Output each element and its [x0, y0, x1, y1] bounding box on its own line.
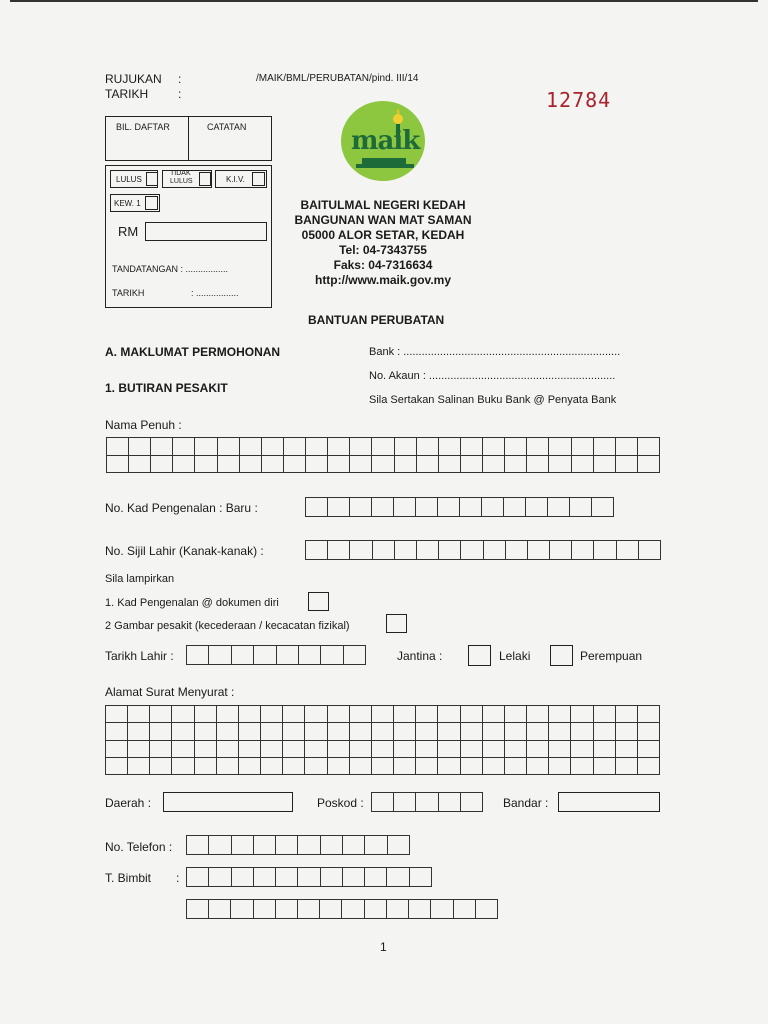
char-cell[interactable]	[454, 900, 476, 919]
char-cell[interactable]	[572, 438, 594, 456]
char-cell[interactable]	[128, 706, 150, 723]
char-cell[interactable]	[394, 793, 416, 812]
org-address: 05000 ALOR SETAR, KEDAH	[301, 228, 465, 242]
char-cell[interactable]	[438, 723, 460, 740]
char-cell[interactable]	[571, 706, 593, 723]
poskod-label: Poskod :	[317, 796, 364, 810]
char-cell[interactable]	[505, 758, 527, 775]
nama-penuh-label: Nama Penuh :	[105, 418, 182, 432]
bimbit-label: T. Bimbit	[105, 871, 152, 885]
char-cell[interactable]	[594, 541, 616, 560]
rm-amount-field[interactable]	[145, 222, 267, 241]
char-cell[interactable]	[417, 541, 439, 560]
char-cell[interactable]	[550, 541, 572, 560]
char-cell[interactable]	[342, 900, 364, 919]
char-cell[interactable]	[344, 646, 366, 665]
char-cell[interactable]	[638, 723, 660, 740]
tarikh-colon: :	[178, 87, 182, 101]
char-cell[interactable]	[209, 646, 231, 665]
char-cell[interactable]	[328, 723, 350, 740]
kiv-label: K.I.V.	[226, 175, 245, 184]
char-cell[interactable]	[284, 438, 306, 456]
char-cell[interactable]	[461, 793, 483, 812]
char-cell[interactable]	[262, 438, 284, 456]
char-cell[interactable]	[527, 438, 549, 456]
char-cell[interactable]	[616, 741, 638, 758]
char-cell[interactable]	[172, 723, 194, 740]
kew-checkbox[interactable]	[145, 196, 158, 210]
char-cell[interactable]	[239, 706, 261, 723]
bandar-label: Bandar :	[503, 796, 549, 810]
char-cell[interactable]	[416, 723, 438, 740]
daerah-field[interactable]	[163, 792, 293, 812]
char-cell[interactable]	[254, 868, 276, 887]
char-cell[interactable]	[570, 498, 592, 517]
kad-pengenalan-grid[interactable]	[305, 497, 614, 517]
char-cell[interactable]	[209, 900, 231, 919]
sijil-lahir-grid[interactable]	[305, 540, 661, 560]
char-cell[interactable]	[107, 456, 129, 474]
char-cell[interactable]	[417, 456, 439, 474]
char-cell[interactable]	[461, 758, 483, 775]
char-cell[interactable]	[276, 900, 298, 919]
char-cell[interactable]	[262, 456, 284, 474]
char-cell[interactable]	[150, 706, 172, 723]
page-top-edge	[10, 0, 758, 2]
alamat-grid[interactable]	[105, 705, 660, 775]
char-cell[interactable]	[439, 456, 461, 474]
char-cell[interactable]	[195, 706, 217, 723]
char-cell[interactable]	[394, 498, 416, 517]
char-cell[interactable]	[594, 456, 616, 474]
char-cell[interactable]	[299, 646, 321, 665]
sijil-lahir-label: No. Sijil Lahir (Kanak-kanak) :	[105, 544, 264, 558]
char-cell[interactable]	[594, 706, 616, 723]
char-cell[interactable]	[195, 758, 217, 775]
char-cell[interactable]	[261, 741, 283, 758]
poskod-grid[interactable]	[371, 792, 483, 812]
org-building: BANGUNAN WAN MAT SAMAN	[294, 213, 472, 227]
char-cell[interactable]	[305, 723, 327, 740]
lampiran-1-checkbox[interactable]	[308, 592, 329, 611]
char-cell[interactable]	[195, 741, 217, 758]
char-cell[interactable]	[594, 723, 616, 740]
char-cell[interactable]	[527, 723, 549, 740]
char-cell[interactable]	[483, 456, 505, 474]
tidak-label: TIDAK	[170, 170, 191, 177]
char-cell[interactable]	[483, 741, 505, 758]
org-tel: Tel: 04-7343755	[339, 243, 427, 257]
bandar-field[interactable]	[558, 792, 660, 812]
catatan-label: CATATAN	[207, 122, 247, 132]
jantina-label: Jantina :	[397, 649, 443, 663]
reference-number: /MAIK/BML/PERUBATAN/pind. III/14	[256, 73, 419, 84]
char-cell[interactable]	[276, 836, 298, 855]
char-cell[interactable]	[350, 723, 372, 740]
section-1-heading: 1. BUTIRAN PESAKIT	[105, 381, 228, 395]
serial-number: 12784	[546, 88, 612, 112]
char-cell[interactable]	[616, 723, 638, 740]
char-cell[interactable]	[594, 758, 616, 775]
char-cell[interactable]	[439, 541, 461, 560]
char-cell[interactable]	[417, 438, 439, 456]
tarikh-lahir-grid[interactable]	[186, 645, 366, 665]
char-cell[interactable]	[594, 741, 616, 758]
alamat-label: Alamat Surat Menyurat :	[105, 685, 235, 699]
char-cell[interactable]	[549, 456, 571, 474]
form-title: BANTUAN PERUBATAN	[308, 313, 445, 327]
char-cell[interactable]	[232, 646, 254, 665]
tandatangan-label: TANDATANGAN : .................	[112, 264, 229, 274]
char-cell[interactable]	[151, 438, 173, 456]
char-cell[interactable]	[343, 868, 365, 887]
bank-note: Sila Sertakan Salinan Buku Bank @ Penyata Bank	[369, 394, 617, 406]
char-cell[interactable]	[350, 456, 372, 474]
char-cell[interactable]	[106, 758, 128, 775]
char-cell[interactable]	[217, 758, 239, 775]
char-cell[interactable]	[505, 438, 527, 456]
char-cell[interactable]	[350, 541, 372, 560]
char-cell[interactable]	[372, 498, 394, 517]
char-cell[interactable]	[218, 456, 240, 474]
lampiran-2-label: 2 Gambar pesakit (kecederaan / kecacatan fizikal)	[105, 620, 350, 632]
char-cell[interactable]	[638, 741, 660, 758]
char-cell[interactable]	[394, 758, 416, 775]
char-cell[interactable]	[461, 438, 483, 456]
char-cell[interactable]	[505, 741, 527, 758]
char-cell[interactable]	[328, 741, 350, 758]
char-cell[interactable]	[276, 868, 298, 887]
char-cell[interactable]	[232, 836, 254, 855]
char-cell[interactable]	[350, 741, 372, 758]
char-cell[interactable]	[416, 793, 438, 812]
kew-label: KEW. 1	[114, 199, 141, 208]
char-cell[interactable]	[388, 836, 410, 855]
char-cell[interactable]	[306, 498, 328, 517]
char-cell[interactable]	[328, 706, 350, 723]
lulus-label: LULUS	[116, 175, 142, 184]
char-cell[interactable]	[438, 741, 460, 758]
bimbit-grid-1[interactable]	[186, 867, 432, 887]
char-cell[interactable]	[173, 438, 195, 456]
char-cell[interactable]	[372, 793, 394, 812]
bil-daftar-label: BIL. DAFTAR	[116, 122, 170, 132]
bimbit-grid-2[interactable]	[186, 899, 498, 919]
char-cell[interactable]	[195, 456, 217, 474]
char-cell[interactable]	[372, 723, 394, 740]
char-cell[interactable]	[394, 741, 416, 758]
char-cell[interactable]	[365, 836, 387, 855]
char-cell[interactable]	[387, 868, 409, 887]
char-cell[interactable]	[572, 456, 594, 474]
char-cell[interactable]	[438, 758, 460, 775]
char-cell[interactable]	[461, 741, 483, 758]
char-cell[interactable]	[277, 646, 299, 665]
char-cell[interactable]	[232, 868, 254, 887]
char-cell[interactable]	[217, 741, 239, 758]
char-cell[interactable]	[106, 723, 128, 740]
lampiran-1-label: 1. Kad Pengenalan @ dokumen diri	[105, 597, 279, 609]
kiv-checkbox[interactable]	[252, 172, 265, 186]
tidak-lulus-label: LULUS	[170, 178, 193, 185]
char-cell[interactable]	[616, 758, 638, 775]
char-cell[interactable]	[483, 438, 505, 456]
char-cell[interactable]	[321, 836, 343, 855]
tidak-lulus-checkbox[interactable]	[199, 172, 211, 186]
char-cell[interactable]	[328, 758, 350, 775]
char-cell[interactable]	[305, 758, 327, 775]
char-cell[interactable]	[209, 868, 231, 887]
char-cell[interactable]	[151, 456, 173, 474]
char-cell[interactable]	[639, 541, 661, 560]
char-cell[interactable]	[128, 741, 150, 758]
char-cell[interactable]	[482, 498, 504, 517]
char-cell[interactable]	[526, 498, 548, 517]
char-cell[interactable]	[305, 706, 327, 723]
char-cell[interactable]	[195, 438, 217, 456]
char-cell[interactable]	[394, 723, 416, 740]
perempuan-label: Perempuan	[580, 649, 643, 663]
char-cell[interactable]	[594, 438, 616, 456]
char-cell[interactable]	[306, 456, 328, 474]
char-cell[interactable]	[638, 758, 660, 775]
office-tarikh-label: TARIKH	[112, 288, 145, 298]
char-cell[interactable]	[483, 706, 505, 723]
char-cell[interactable]	[461, 706, 483, 723]
section-a-heading: A. MAKLUMAT PERMOHONAN	[105, 345, 281, 359]
char-cell[interactable]	[298, 868, 320, 887]
char-cell[interactable]	[505, 456, 527, 474]
char-cell[interactable]	[638, 706, 660, 723]
lelaki-checkbox[interactable]	[468, 645, 491, 666]
char-cell[interactable]	[150, 741, 172, 758]
char-cell[interactable]	[306, 438, 328, 456]
char-cell[interactable]	[483, 723, 505, 740]
char-cell[interactable]	[328, 541, 350, 560]
char-cell[interactable]	[239, 723, 261, 740]
char-cell[interactable]	[150, 758, 172, 775]
char-cell[interactable]	[128, 723, 150, 740]
char-cell[interactable]	[439, 793, 461, 812]
char-cell[interactable]	[505, 706, 527, 723]
char-cell[interactable]	[548, 498, 570, 517]
lelaki-label: Lelaki	[499, 649, 531, 663]
char-cell[interactable]	[129, 438, 151, 456]
char-cell[interactable]	[106, 706, 128, 723]
char-cell[interactable]	[549, 758, 571, 775]
char-cell[interactable]	[283, 706, 305, 723]
char-cell[interactable]	[129, 456, 151, 474]
char-cell[interactable]	[372, 438, 394, 456]
char-cell[interactable]	[483, 758, 505, 775]
char-cell[interactable]	[571, 723, 593, 740]
char-cell[interactable]	[506, 541, 528, 560]
char-cell[interactable]	[617, 541, 639, 560]
char-cell[interactable]	[107, 438, 129, 456]
char-cell[interactable]	[638, 438, 660, 456]
char-cell[interactable]	[416, 498, 438, 517]
char-cell[interactable]	[616, 438, 638, 456]
char-cell[interactable]	[298, 900, 320, 919]
char-cell[interactable]	[106, 741, 128, 758]
char-cell[interactable]	[217, 706, 239, 723]
char-cell[interactable]	[438, 706, 460, 723]
char-cell[interactable]	[461, 541, 483, 560]
lulus-checkbox[interactable]	[146, 172, 158, 186]
char-cell[interactable]	[254, 836, 276, 855]
char-cell[interactable]	[239, 741, 261, 758]
char-cell[interactable]	[372, 706, 394, 723]
char-cell[interactable]	[638, 456, 660, 474]
char-cell[interactable]	[231, 900, 253, 919]
char-cell[interactable]	[505, 723, 527, 740]
char-cell[interactable]	[372, 758, 394, 775]
char-cell[interactable]	[209, 836, 231, 855]
char-cell[interactable]	[571, 741, 593, 758]
char-cell[interactable]	[438, 498, 460, 517]
tarikh-label: TARIKH	[105, 87, 149, 101]
char-cell[interactable]	[172, 758, 194, 775]
bimbit-colon: :	[176, 871, 180, 885]
char-cell[interactable]	[350, 498, 372, 517]
telefon-label: No. Telefon :	[105, 840, 173, 854]
office-tarikh-dots: : .................	[191, 288, 239, 298]
char-cell[interactable]	[476, 900, 498, 919]
char-cell[interactable]	[173, 456, 195, 474]
char-cell[interactable]	[395, 438, 417, 456]
rm-label: RM	[118, 224, 139, 239]
organisation-address	[276, 198, 490, 288]
char-cell[interactable]	[460, 498, 482, 517]
char-cell[interactable]	[461, 723, 483, 740]
rujukan-colon: :	[178, 72, 182, 86]
char-cell[interactable]	[395, 456, 417, 474]
org-name: BAITULMAL NEGERI KEDAH	[300, 198, 466, 212]
char-cell[interactable]	[187, 646, 209, 665]
char-cell[interactable]	[527, 456, 549, 474]
char-cell[interactable]	[172, 706, 194, 723]
char-cell[interactable]	[254, 900, 276, 919]
nama-penuh-grid[interactable]	[106, 437, 660, 473]
char-cell[interactable]	[504, 498, 526, 517]
char-cell[interactable]	[365, 900, 387, 919]
char-cell[interactable]	[394, 706, 416, 723]
char-cell[interactable]	[254, 646, 276, 665]
char-cell[interactable]	[350, 438, 372, 456]
char-cell[interactable]	[350, 706, 372, 723]
daerah-label: Daerah :	[105, 796, 152, 810]
bank-field[interactable]: Bank : .......................................................................	[369, 346, 621, 358]
char-cell[interactable]	[527, 758, 549, 775]
rujukan-label: RUJUKAN	[105, 72, 162, 86]
kad-pengenalan-label: No. Kad Pengenalan : Baru :	[105, 501, 258, 515]
char-cell[interactable]	[283, 758, 305, 775]
char-cell[interactable]	[549, 723, 571, 740]
char-cell[interactable]	[549, 438, 571, 456]
char-cell[interactable]	[373, 541, 395, 560]
char-cell[interactable]	[328, 456, 350, 474]
lampiran-2-checkbox[interactable]	[386, 614, 407, 633]
char-cell[interactable]	[365, 868, 387, 887]
char-cell[interactable]	[527, 741, 549, 758]
char-cell[interactable]	[240, 456, 262, 474]
char-cell[interactable]	[187, 836, 209, 855]
char-cell[interactable]	[261, 723, 283, 740]
char-cell[interactable]	[372, 741, 394, 758]
char-cell[interactable]	[484, 541, 506, 560]
char-cell[interactable]	[261, 706, 283, 723]
char-cell[interactable]	[239, 758, 261, 775]
page-number: 1	[380, 940, 387, 954]
char-cell[interactable]	[616, 706, 638, 723]
char-cell[interactable]	[527, 706, 549, 723]
char-cell[interactable]	[439, 438, 461, 456]
char-cell[interactable]	[549, 706, 571, 723]
char-cell[interactable]	[195, 723, 217, 740]
char-cell[interactable]	[616, 456, 638, 474]
char-cell[interactable]	[409, 900, 431, 919]
char-cell[interactable]	[320, 900, 342, 919]
char-cell[interactable]	[572, 541, 594, 560]
char-cell[interactable]	[387, 900, 409, 919]
char-cell[interactable]	[528, 541, 550, 560]
char-cell[interactable]	[283, 723, 305, 740]
char-cell[interactable]	[328, 438, 350, 456]
register-divider	[188, 116, 189, 161]
char-cell[interactable]	[187, 868, 209, 887]
sila-lampirkan-label: Sila lampirkan	[105, 573, 175, 585]
char-cell[interactable]	[372, 456, 394, 474]
char-cell[interactable]	[549, 741, 571, 758]
char-cell[interactable]	[461, 456, 483, 474]
org-fax: Faks: 04-7316634	[333, 258, 433, 272]
char-cell[interactable]	[410, 868, 432, 887]
char-cell[interactable]	[150, 723, 172, 740]
perempuan-checkbox[interactable]	[550, 645, 573, 666]
char-cell[interactable]	[217, 723, 239, 740]
char-cell[interactable]	[592, 498, 614, 517]
char-cell[interactable]	[187, 900, 209, 919]
char-cell[interactable]	[343, 836, 365, 855]
char-cell[interactable]	[395, 541, 417, 560]
char-cell[interactable]	[298, 836, 320, 855]
char-cell[interactable]	[321, 868, 343, 887]
char-cell[interactable]	[240, 438, 262, 456]
char-cell[interactable]	[261, 758, 283, 775]
char-cell[interactable]	[284, 456, 306, 474]
char-cell[interactable]	[218, 438, 240, 456]
char-cell[interactable]	[128, 758, 150, 775]
account-number-field[interactable]: No. Akaun : .............................................................	[369, 370, 616, 382]
char-cell[interactable]	[416, 706, 438, 723]
char-cell[interactable]	[416, 741, 438, 758]
char-cell[interactable]	[305, 741, 327, 758]
tarikh-lahir-label: Tarikh Lahir :	[105, 649, 174, 663]
char-cell[interactable]	[431, 900, 453, 919]
logo-text: maik	[351, 126, 420, 156]
char-cell[interactable]	[328, 498, 350, 517]
char-cell[interactable]	[306, 541, 328, 560]
char-cell[interactable]	[350, 758, 372, 775]
char-cell[interactable]	[283, 741, 305, 758]
char-cell[interactable]	[172, 741, 194, 758]
char-cell[interactable]	[571, 758, 593, 775]
char-cell[interactable]	[416, 758, 438, 775]
char-cell[interactable]	[321, 646, 343, 665]
telefon-grid[interactable]	[186, 835, 410, 855]
org-website: http://www.maik.gov.my	[314, 273, 451, 287]
